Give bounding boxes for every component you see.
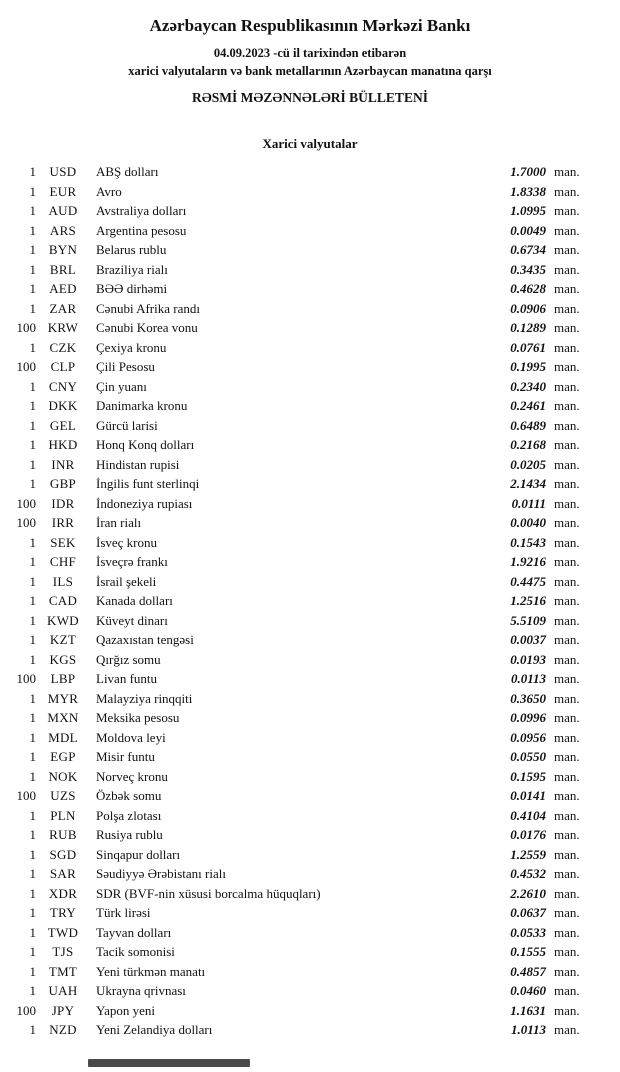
quantity: 1 bbox=[29, 183, 36, 199]
currency-code: TJS bbox=[52, 944, 74, 959]
unit-label: man. bbox=[554, 554, 580, 569]
rate-value: 0.6734 bbox=[510, 242, 546, 257]
table-row bbox=[6, 630, 590, 650]
table-row bbox=[6, 318, 590, 338]
quantity: 1 bbox=[29, 632, 36, 647]
quantity: 1 bbox=[29, 690, 36, 706]
unit-label: man. bbox=[554, 164, 580, 179]
rate-value: 0.3435 bbox=[510, 261, 546, 277]
rate-value: 0.0049 bbox=[510, 222, 546, 238]
currency-code: TMT bbox=[48, 963, 78, 979]
currency-name: Çin yuanı bbox=[96, 378, 147, 394]
table-row bbox=[6, 279, 590, 299]
rate-value: 0.2168 bbox=[510, 437, 546, 452]
table-row bbox=[6, 357, 590, 377]
rate-value: 0.4857 bbox=[510, 963, 546, 979]
table-row bbox=[6, 864, 590, 884]
rate-value: 0.0460 bbox=[510, 983, 546, 998]
table-row bbox=[6, 981, 590, 1001]
rate-value: 0.0037 bbox=[510, 632, 546, 647]
unit-label: man. bbox=[554, 963, 580, 979]
table-row bbox=[6, 786, 590, 806]
unit-label: man. bbox=[554, 573, 580, 589]
rate-value: 1.1631 bbox=[510, 1002, 546, 1018]
unit-label: man. bbox=[554, 339, 580, 355]
table-row bbox=[6, 806, 590, 826]
table-row bbox=[6, 962, 590, 982]
currency-code: SGD bbox=[49, 846, 77, 862]
currency-code: CLP bbox=[50, 359, 76, 374]
table-row bbox=[6, 201, 590, 221]
currency-code: KRW bbox=[47, 320, 79, 335]
currency-name: Polşa zlotası bbox=[96, 807, 162, 823]
currency-name: Kanada dolları bbox=[96, 593, 173, 608]
currency-code: SAR bbox=[49, 866, 77, 881]
quantity: 1 bbox=[29, 417, 36, 433]
quantity: 1 bbox=[29, 261, 36, 277]
rate-value: 0.0550 bbox=[510, 749, 546, 764]
unit-label: man. bbox=[554, 827, 580, 842]
unit-label: man. bbox=[554, 729, 580, 745]
rate-value: 1.2516 bbox=[510, 593, 546, 608]
unit-label: man. bbox=[554, 1002, 580, 1018]
table-row bbox=[6, 747, 590, 767]
currency-code: MYR bbox=[47, 690, 79, 706]
quantity: 100 bbox=[16, 671, 36, 686]
currency-code: NOK bbox=[48, 768, 78, 784]
rate-value: 0.4475 bbox=[510, 573, 546, 589]
unit-label: man. bbox=[554, 866, 580, 881]
rate-value: 0.0193 bbox=[510, 651, 546, 667]
table-row bbox=[6, 494, 590, 514]
currency-name: Çexiya kronu bbox=[96, 339, 167, 355]
currency-code: TWD bbox=[47, 924, 79, 940]
currency-name: Sinqapur dolları bbox=[96, 846, 181, 862]
currency-name: İran rialı bbox=[96, 515, 142, 530]
unit-label: man. bbox=[554, 203, 580, 218]
rate-value: 0.4104 bbox=[510, 807, 546, 823]
quantity: 1 bbox=[29, 573, 36, 589]
table-row bbox=[6, 825, 590, 845]
currency-code: BRL bbox=[49, 261, 77, 277]
unit-label: man. bbox=[554, 1022, 580, 1037]
currency-name: Norveç kronu bbox=[96, 768, 168, 784]
currency-name: Özbək somu bbox=[96, 788, 162, 803]
quantity: 1 bbox=[29, 437, 36, 452]
table-row bbox=[6, 377, 590, 397]
currency-name: Malayziya rinqqiti bbox=[96, 690, 193, 706]
currency-name: Rusiya rublu bbox=[96, 827, 163, 842]
currency-name: Argentina pesosu bbox=[96, 222, 187, 238]
quantity: 1 bbox=[29, 905, 36, 920]
quantity: 1 bbox=[29, 281, 36, 296]
table-row bbox=[6, 572, 590, 592]
quantity: 1 bbox=[29, 1022, 36, 1037]
unit-label: man. bbox=[554, 320, 580, 335]
unit-label: man. bbox=[554, 378, 580, 394]
currency-name: Avstraliya dolları bbox=[96, 203, 187, 218]
table-row bbox=[6, 299, 590, 319]
rate-value: 0.0113 bbox=[510, 671, 546, 686]
quantity: 100 bbox=[16, 320, 36, 335]
bulletin-title: RƏSMİ MƏZƏNNƏLƏRİ BÜLLETENİ bbox=[192, 90, 428, 105]
currency-name: Küveyt dinarı bbox=[96, 612, 168, 628]
table-row bbox=[6, 903, 590, 923]
rate-value: 1.7000 bbox=[510, 164, 546, 179]
unit-label: man. bbox=[554, 846, 580, 862]
table-row bbox=[6, 767, 590, 787]
currency-code: CNY bbox=[48, 378, 78, 394]
currency-name: Cənubi Korea vonu bbox=[96, 320, 198, 335]
currency-code: NZD bbox=[49, 1022, 77, 1037]
currency-name: Yeni türkmən manatı bbox=[96, 963, 206, 979]
quantity: 1 bbox=[29, 944, 36, 959]
quantity: 1 bbox=[29, 729, 36, 745]
currency-code: KGS bbox=[49, 651, 77, 667]
page-title: Azərbaycan Respublikasının Mərkəzi Bankı bbox=[149, 16, 471, 35]
rate-value: 0.0761 bbox=[510, 339, 546, 355]
quantity: 1 bbox=[29, 203, 36, 218]
currency-name: Yapon yeni bbox=[96, 1002, 155, 1018]
rate-value: 1.0995 bbox=[510, 203, 546, 218]
rate-value: 0.3650 bbox=[510, 690, 546, 706]
currency-name: Belarus rublu bbox=[96, 242, 167, 257]
currency-code: MDL bbox=[48, 729, 78, 745]
quantity: 1 bbox=[29, 924, 36, 940]
rate-value: 0.1595 bbox=[510, 768, 546, 784]
currency-name: Avro bbox=[96, 183, 122, 199]
rate-value: 0.0205 bbox=[510, 456, 546, 472]
unit-label: man. bbox=[554, 437, 580, 452]
unit-label: man. bbox=[554, 417, 580, 433]
table-row bbox=[6, 884, 590, 904]
currency-code: PLN bbox=[50, 807, 76, 823]
quantity: 1 bbox=[29, 398, 36, 413]
section-title-foreign-currencies: Xarici valyutalar bbox=[262, 136, 358, 151]
quantity: 1 bbox=[29, 846, 36, 862]
table-row bbox=[6, 162, 590, 182]
currency-name: Livan funtu bbox=[96, 671, 158, 686]
rate-value: 0.0906 bbox=[510, 300, 546, 316]
unit-label: man. bbox=[554, 593, 580, 608]
unit-label: man. bbox=[554, 885, 580, 901]
table-row bbox=[6, 923, 590, 943]
quantity: 1 bbox=[29, 866, 36, 881]
rate-value: 5.5109 bbox=[510, 612, 546, 628]
unit-label: man. bbox=[554, 300, 580, 316]
table-row bbox=[6, 182, 590, 202]
quantity: 100 bbox=[16, 788, 36, 803]
unit-label: man. bbox=[554, 924, 580, 940]
unit-label: man. bbox=[554, 612, 580, 628]
quantity: 1 bbox=[29, 612, 36, 628]
table-row bbox=[6, 1020, 590, 1040]
currency-name: Misir funtu bbox=[96, 749, 155, 764]
currency-name: İsveçrə frankı bbox=[96, 554, 168, 569]
unit-label: man. bbox=[554, 807, 580, 823]
currency-name: ABŞ dolları bbox=[96, 164, 159, 179]
rate-value: 1.0113 bbox=[510, 1022, 546, 1037]
currency-name: Qazaxıstan tengəsi bbox=[96, 632, 194, 647]
currency-name: İngilis funt sterlinqi bbox=[96, 476, 200, 491]
quantity: 1 bbox=[29, 339, 36, 355]
table-row bbox=[6, 435, 590, 455]
quantity: 100 bbox=[16, 495, 36, 511]
description-line: xarici valyutaların və bank metallarının Azərbaycan manatına qarşı bbox=[128, 64, 492, 78]
unit-label: man. bbox=[554, 788, 580, 803]
currency-code: AED bbox=[49, 281, 77, 296]
unit-label: man. bbox=[554, 632, 580, 647]
rate-value: 0.1995 bbox=[510, 359, 546, 374]
currency-code: GBP bbox=[49, 476, 77, 491]
currency-name: Tayvan dolları bbox=[96, 924, 172, 940]
unit-label: man. bbox=[554, 944, 580, 959]
table-row bbox=[6, 260, 590, 280]
quantity: 1 bbox=[29, 651, 36, 667]
quantity: 1 bbox=[29, 378, 36, 394]
currency-name: Hindistan rupisi bbox=[96, 456, 180, 472]
rate-value: 0.4628 bbox=[510, 281, 546, 296]
rate-value: 1.2559 bbox=[510, 846, 546, 862]
unit-label: man. bbox=[554, 281, 580, 296]
currency-code: HKD bbox=[48, 437, 78, 452]
quantity: 1 bbox=[29, 534, 36, 550]
currency-code: ILS bbox=[52, 573, 74, 589]
unit-label: man. bbox=[554, 768, 580, 784]
table-row bbox=[6, 240, 590, 260]
rate-value: 0.1289 bbox=[510, 320, 546, 335]
currency-code: INR bbox=[51, 456, 75, 472]
table-row bbox=[6, 689, 590, 709]
quantity: 1 bbox=[29, 593, 36, 608]
rate-value: 0.0533 bbox=[510, 924, 546, 940]
unit-label: man. bbox=[554, 222, 580, 238]
currency-code: XDR bbox=[48, 885, 78, 901]
currency-code: AUD bbox=[48, 203, 78, 218]
unit-label: man. bbox=[554, 456, 580, 472]
quantity: 1 bbox=[29, 456, 36, 472]
quantity: 100 bbox=[16, 515, 36, 530]
unit-label: man. bbox=[554, 515, 580, 530]
rate-value: 1.8338 bbox=[510, 183, 546, 199]
currency-code: UZS bbox=[50, 788, 76, 803]
currency-code: MXN bbox=[47, 710, 79, 725]
table-row bbox=[6, 650, 590, 670]
rate-value: 0.0956 bbox=[510, 729, 546, 745]
rate-value: 0.0637 bbox=[510, 905, 546, 920]
currency-name: Səudiyyə Ərəbistanı rialı bbox=[96, 866, 226, 881]
currency-code: IDR bbox=[51, 495, 75, 511]
currency-code: KZT bbox=[49, 632, 77, 647]
quantity: 1 bbox=[29, 983, 36, 998]
quantity: 1 bbox=[29, 749, 36, 764]
table-row bbox=[6, 1001, 590, 1021]
rates-table bbox=[0, 162, 620, 1040]
currency-name: BƏƏ dirhəmi bbox=[96, 281, 168, 296]
table-row bbox=[6, 533, 590, 553]
currency-name: İsrail şekeli bbox=[96, 573, 157, 589]
unit-label: man. bbox=[554, 749, 580, 764]
currency-name: Ukrayna qrivnası bbox=[96, 983, 186, 998]
unit-label: man. bbox=[554, 905, 580, 920]
currency-code: LBP bbox=[50, 671, 76, 686]
currency-name: Gürcü larisi bbox=[96, 417, 158, 433]
table-row bbox=[6, 845, 590, 865]
quantity: 100 bbox=[16, 359, 36, 374]
unit-label: man. bbox=[554, 651, 580, 667]
currency-name: İsveç kronu bbox=[96, 534, 158, 550]
quantity: 1 bbox=[29, 963, 36, 979]
unit-label: man. bbox=[554, 476, 580, 491]
rate-value: 0.2340 bbox=[510, 378, 546, 394]
unit-label: man. bbox=[554, 671, 580, 686]
table-row bbox=[6, 942, 590, 962]
currency-name: Tacik somonisi bbox=[96, 944, 175, 959]
unit-label: man. bbox=[554, 495, 580, 511]
currency-code: RUB bbox=[49, 827, 77, 842]
table-row bbox=[6, 513, 590, 533]
rate-value: 1.9216 bbox=[510, 554, 546, 569]
currency-code: CAD bbox=[48, 593, 78, 608]
table-row bbox=[6, 416, 590, 436]
table-row bbox=[6, 338, 590, 358]
table-row bbox=[6, 611, 590, 631]
currency-name: Honq Konq dolları bbox=[96, 437, 195, 452]
rate-value: 2.1434 bbox=[510, 476, 546, 491]
unit-label: man. bbox=[554, 710, 580, 725]
currency-code: TRY bbox=[49, 905, 77, 920]
effective-date-line: 04.09.2023 -cü il tarixindən etibarən bbox=[213, 46, 407, 60]
currency-name: Yeni Zelandiya dolları bbox=[96, 1022, 213, 1037]
quantity: 1 bbox=[29, 807, 36, 823]
unit-label: man. bbox=[554, 690, 580, 706]
rate-value: 0.0111 bbox=[511, 495, 546, 511]
currency-name: Qırğız somu bbox=[96, 651, 161, 667]
currency-code: EUR bbox=[49, 183, 77, 199]
currency-name: Türk lirəsi bbox=[96, 905, 151, 920]
currency-code: BYN bbox=[48, 242, 78, 257]
currency-code: DKK bbox=[48, 398, 78, 413]
quantity: 1 bbox=[29, 164, 36, 179]
rate-value: 0.0141 bbox=[510, 788, 546, 803]
quantity: 1 bbox=[29, 768, 36, 784]
currency-code: UAH bbox=[48, 983, 78, 998]
rate-value: 0.1555 bbox=[510, 944, 546, 959]
rate-value: 0.4532 bbox=[510, 866, 546, 881]
table-row bbox=[6, 669, 590, 689]
horizontal-scrollbar-thumb[interactable] bbox=[88, 1059, 250, 1067]
quantity: 1 bbox=[29, 242, 36, 257]
quantity: 1 bbox=[29, 710, 36, 725]
quantity: 1 bbox=[29, 554, 36, 569]
rate-value: 0.6489 bbox=[510, 417, 546, 433]
rate-value: 2.2610 bbox=[510, 885, 546, 901]
currency-code: CZK bbox=[49, 339, 77, 355]
currency-code: EGP bbox=[50, 749, 76, 764]
unit-label: man. bbox=[554, 261, 580, 277]
currency-name: Meksika pesosu bbox=[96, 710, 180, 725]
rate-value: 0.1543 bbox=[510, 534, 546, 550]
table-row bbox=[6, 221, 590, 241]
quantity: 1 bbox=[29, 476, 36, 491]
unit-label: man. bbox=[554, 534, 580, 550]
unit-label: man. bbox=[554, 242, 580, 257]
currency-code: GEL bbox=[49, 417, 77, 433]
table-row bbox=[6, 708, 590, 728]
currency-code: SEK bbox=[50, 534, 76, 550]
quantity: 1 bbox=[29, 300, 36, 316]
currency-code: USD bbox=[49, 164, 77, 179]
currency-name: Danimarka kronu bbox=[96, 398, 188, 413]
currency-name: SDR (BVF-nin xüsusi borcalma hüquqları) bbox=[96, 885, 321, 901]
unit-label: man. bbox=[554, 183, 580, 199]
currency-name: Braziliya rialı bbox=[96, 261, 168, 277]
currency-name: Çili Pesosu bbox=[96, 359, 155, 374]
quantity: 1 bbox=[29, 222, 36, 238]
rate-value: 0.0996 bbox=[510, 710, 546, 725]
currency-code: JPY bbox=[51, 1002, 75, 1018]
table-row bbox=[6, 591, 590, 611]
rate-value: 0.0040 bbox=[510, 515, 546, 530]
currency-name: İndoneziya rupiası bbox=[96, 495, 193, 511]
currency-code: ZAR bbox=[49, 300, 77, 316]
table-row bbox=[6, 455, 590, 475]
currency-code: CHF bbox=[49, 554, 77, 569]
quantity: 1 bbox=[29, 827, 36, 842]
table-row bbox=[6, 552, 590, 572]
currency-code: ARS bbox=[49, 222, 77, 238]
currency-code: IRR bbox=[51, 515, 75, 530]
unit-label: man. bbox=[554, 983, 580, 998]
currency-name: Moldova leyi bbox=[96, 729, 166, 745]
rate-value: 0.2461 bbox=[510, 398, 546, 413]
table-row bbox=[6, 728, 590, 748]
table-row bbox=[6, 474, 590, 494]
rate-value: 0.0176 bbox=[510, 827, 546, 842]
currency-code: KWD bbox=[47, 612, 79, 628]
unit-label: man. bbox=[554, 398, 580, 413]
currency-name: Cənubi Afrika randı bbox=[96, 300, 200, 316]
quantity: 1 bbox=[29, 885, 36, 901]
table-row bbox=[6, 396, 590, 416]
unit-label: man. bbox=[554, 359, 580, 374]
quantity: 100 bbox=[16, 1002, 36, 1018]
